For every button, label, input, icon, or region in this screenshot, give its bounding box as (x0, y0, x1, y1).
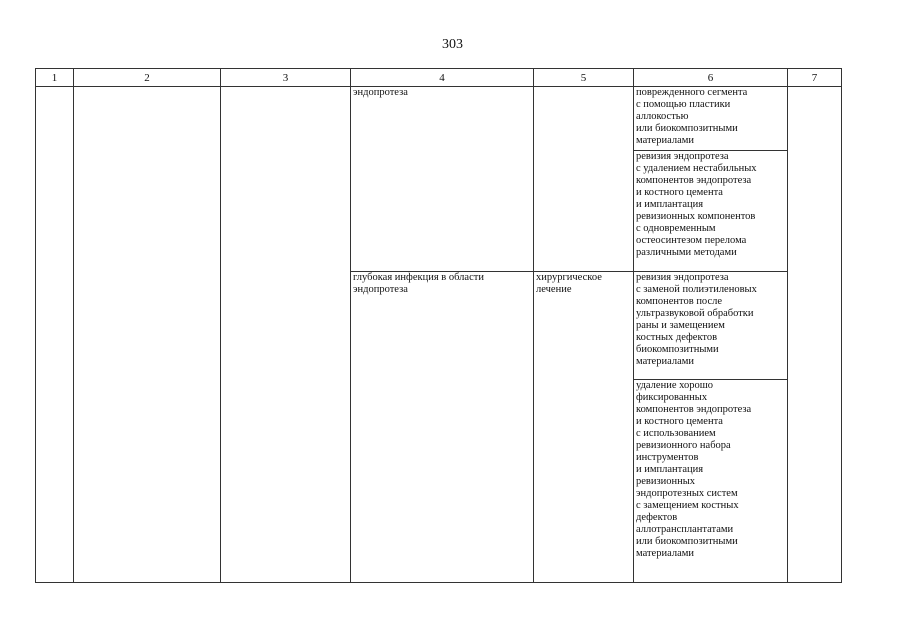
col1-cell (36, 87, 74, 583)
diagnosis-cell: эндопротеза (351, 87, 534, 272)
diagnosis-cell: глубокая инфекция в области эндопротеза (351, 272, 534, 583)
treatment-type-cell (534, 87, 634, 272)
col3-cell (221, 87, 351, 583)
col2-cell (74, 87, 221, 583)
column-header-7: 7 (788, 69, 842, 87)
column-header-3: 3 (221, 69, 351, 87)
treatment-type-cell: хирургическое лечение (534, 272, 634, 583)
method-cell: удаление хорошо фиксированных компонентов эндопротеза и костного цемента с использованием ревизионного набора инструментов и имплантация ревизионных эндопротезных систем с замещением костных дефектов аллотрансплантатами или биокомпозитными материалами (634, 380, 788, 583)
header-row (36, 69, 842, 87)
column-header-1: 1 (36, 69, 74, 87)
method-cell: поврежденного сегмента с помощью пластики аллокостью или биокомпозитными материалами (634, 87, 788, 151)
table-row (36, 87, 842, 151)
method-cell: ревизия эндопротеза с заменой полиэтиленовых компонентов после ультразвуковой обработки раны и замещением костных дефектов биокомпозитными материалами (634, 272, 788, 380)
method-cell: ревизия эндопротеза с удалением нестабильных компонентов эндопротеза и костного цемента и имплантация ревизионных компонентов с одновременным остеосинтезом перелома различными методами (634, 151, 788, 272)
page-number: 303 (442, 37, 463, 52)
column-header-6: 6 (634, 69, 788, 87)
column-header-4: 4 (351, 69, 534, 87)
col7-cell (788, 87, 842, 583)
column-header-2: 2 (74, 69, 221, 87)
procedures-table (35, 68, 842, 583)
column-header-5: 5 (534, 69, 634, 87)
